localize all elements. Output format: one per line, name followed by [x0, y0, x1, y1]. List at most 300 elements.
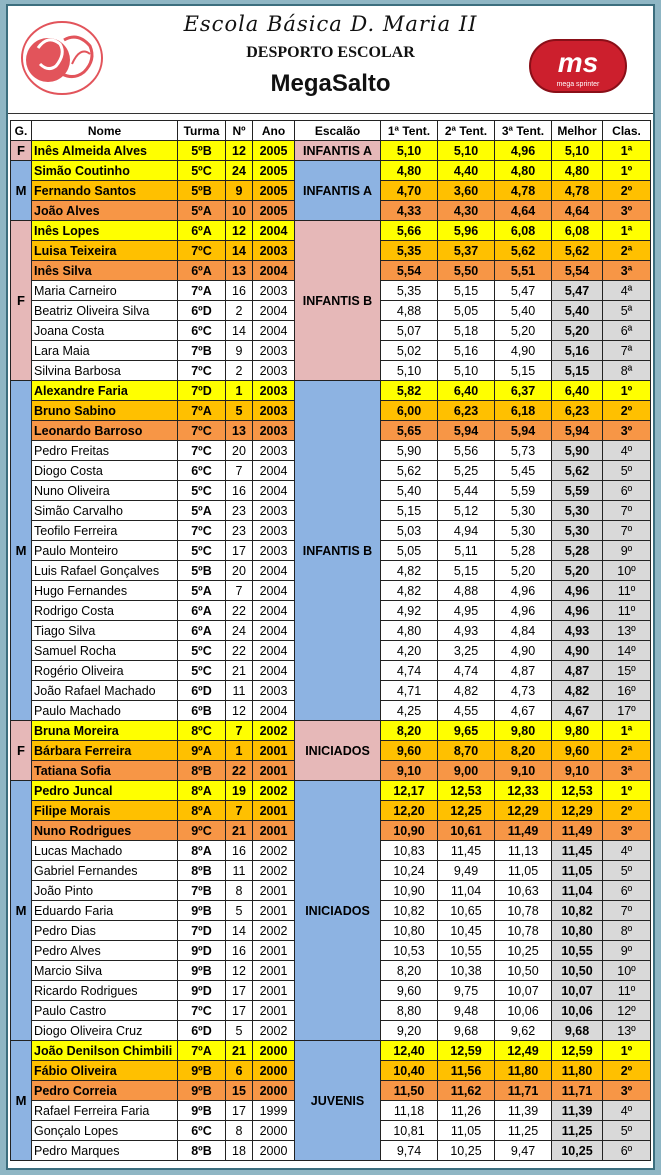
number-cell: 21 — [226, 821, 253, 841]
attempt-1-cell: 12,40 — [381, 1041, 438, 1061]
rank-cell: 5º — [603, 861, 651, 881]
attempt-3-cell: 5,30 — [495, 501, 552, 521]
year-cell: 2002 — [253, 721, 295, 741]
attempt-3-cell: 10,63 — [495, 881, 552, 901]
year-cell: 2001 — [253, 741, 295, 761]
best-cell: 12,29 — [552, 801, 603, 821]
athlete-name: Marcio Silva — [32, 961, 178, 981]
best-cell: 5,30 — [552, 501, 603, 521]
attempt-1-cell: 10,24 — [381, 861, 438, 881]
attempt-3-cell: 5,73 — [495, 441, 552, 461]
year-cell: 2003 — [253, 501, 295, 521]
year-cell: 2004 — [253, 601, 295, 621]
athlete-name: Alexandre Faria — [32, 381, 178, 401]
attempt-3-cell: 10,25 — [495, 941, 552, 961]
rank-cell: 8ª — [603, 361, 651, 381]
year-cell: 2003 — [253, 401, 295, 421]
attempt-3-cell: 4,67 — [495, 701, 552, 721]
attempt-3-cell: 10,50 — [495, 961, 552, 981]
athlete-name: Joana Costa — [32, 321, 178, 341]
athlete-name: Tatiana Sofia — [32, 761, 178, 781]
attempt-2-cell: 9,68 — [438, 1021, 495, 1041]
attempt-2-cell: 3,25 — [438, 641, 495, 661]
class-cell: 6ºD — [178, 681, 226, 701]
year-cell: 2002 — [253, 781, 295, 801]
attempt-1-cell: 5,35 — [381, 241, 438, 261]
attempt-1-cell: 8,20 — [381, 961, 438, 981]
best-cell: 11,04 — [552, 881, 603, 901]
number-cell: 7 — [226, 801, 253, 821]
number-cell: 23 — [226, 501, 253, 521]
attempt-3-cell: 4,87 — [495, 661, 552, 681]
class-cell: 8ºB — [178, 761, 226, 781]
class-cell: 6ºA — [178, 601, 226, 621]
best-cell: 6,40 — [552, 381, 603, 401]
attempt-1-cell: 10,83 — [381, 841, 438, 861]
rank-cell: 11º — [603, 601, 651, 621]
attempt-2-cell: 12,25 — [438, 801, 495, 821]
rank-cell: 4ª — [603, 281, 651, 301]
attempt-2-cell: 9,65 — [438, 721, 495, 741]
class-cell: 7ºD — [178, 381, 226, 401]
attempt-3-cell: 5,45 — [495, 461, 552, 481]
year-cell: 2001 — [253, 761, 295, 781]
year-cell: 2001 — [253, 901, 295, 921]
attempt-3-cell: 11,80 — [495, 1061, 552, 1081]
attempt-3-cell: 11,49 — [495, 821, 552, 841]
best-cell: 10,07 — [552, 981, 603, 1001]
attempt-1-cell: 11,50 — [381, 1081, 438, 1101]
attempt-3-cell: 12,29 — [495, 801, 552, 821]
attempt-1-cell: 10,90 — [381, 881, 438, 901]
athlete-name: Rodrigo Costa — [32, 601, 178, 621]
column-header-best: Melhor — [552, 121, 603, 141]
class-cell: 8ºA — [178, 801, 226, 821]
best-cell: 4,90 — [552, 641, 603, 661]
number-cell: 20 — [226, 441, 253, 461]
best-cell: 10,25 — [552, 1141, 603, 1161]
best-cell: 4,87 — [552, 661, 603, 681]
best-cell: 6,08 — [552, 221, 603, 241]
class-cell: 9ºD — [178, 981, 226, 1001]
number-cell: 7 — [226, 581, 253, 601]
best-cell: 11,80 — [552, 1061, 603, 1081]
year-cell: 2004 — [253, 581, 295, 601]
rank-cell: 5º — [603, 1121, 651, 1141]
number-cell: 13 — [226, 421, 253, 441]
year-cell: 2001 — [253, 981, 295, 1001]
rank-cell: 11º — [603, 581, 651, 601]
number-cell: 19 — [226, 781, 253, 801]
attempt-3-cell: 12,33 — [495, 781, 552, 801]
header — [8, 6, 653, 114]
attempt-1-cell: 10,81 — [381, 1121, 438, 1141]
best-cell: 11,05 — [552, 861, 603, 881]
attempt-1-cell: 10,90 — [381, 821, 438, 841]
number-cell: 10 — [226, 201, 253, 221]
year-cell: 2003 — [253, 421, 295, 441]
athlete-name: Inês Lopes — [32, 221, 178, 241]
best-cell: 6,23 — [552, 401, 603, 421]
attempt-2-cell: 11,05 — [438, 1121, 495, 1141]
table-row — [11, 1041, 651, 1061]
rank-cell: 3º — [603, 201, 651, 221]
rank-cell: 11º — [603, 981, 651, 1001]
attempt-3-cell: 8,20 — [495, 741, 552, 761]
attempt-3-cell: 5,59 — [495, 481, 552, 501]
year-cell: 2003 — [253, 341, 295, 361]
rank-cell: 3º — [603, 421, 651, 441]
column-header-name: Nome — [32, 121, 178, 141]
number-cell: 5 — [226, 901, 253, 921]
department-title: DESPORTO ESCOLAR — [246, 44, 415, 61]
year-cell: 1999 — [253, 1101, 295, 1121]
number-cell: 22 — [226, 641, 253, 661]
year-cell: 2004 — [253, 301, 295, 321]
attempt-2-cell: 6,40 — [438, 381, 495, 401]
best-cell: 5,20 — [552, 561, 603, 581]
year-cell: 2001 — [253, 881, 295, 901]
attempt-3-cell: 11,71 — [495, 1081, 552, 1101]
class-cell: 7ºC — [178, 521, 226, 541]
attempt-3-cell: 5,51 — [495, 261, 552, 281]
gender-cell: F — [11, 141, 32, 161]
attempt-1-cell: 4,71 — [381, 681, 438, 701]
class-cell: 9ºB — [178, 1061, 226, 1081]
attempt-1-cell: 5,66 — [381, 221, 438, 241]
athlete-name: Tiago Silva — [32, 621, 178, 641]
rank-cell: 4º — [603, 1101, 651, 1121]
athlete-name: Pedro Juncal — [32, 781, 178, 801]
year-cell: 2000 — [253, 1141, 295, 1161]
year-cell: 2005 — [253, 161, 295, 181]
attempt-2-cell: 5,11 — [438, 541, 495, 561]
year-cell: 2001 — [253, 801, 295, 821]
athlete-name: Pedro Alves — [32, 941, 178, 961]
athlete-name: João Alves — [32, 201, 178, 221]
class-cell: 5ºB — [178, 141, 226, 161]
number-cell: 11 — [226, 861, 253, 881]
best-cell: 5,16 — [552, 341, 603, 361]
rank-cell: 8º — [603, 921, 651, 941]
attempt-2-cell: 4,74 — [438, 661, 495, 681]
attempt-3-cell: 4,96 — [495, 581, 552, 601]
athlete-name: Bruno Sabino — [32, 401, 178, 421]
best-cell: 11,49 — [552, 821, 603, 841]
number-cell: 7 — [226, 721, 253, 741]
attempt-1-cell: 9,74 — [381, 1141, 438, 1161]
number-cell: 16 — [226, 481, 253, 501]
class-cell: 7ºD — [178, 921, 226, 941]
category-cell: INFANTIS A — [295, 161, 381, 221]
athlete-name: Paulo Castro — [32, 1001, 178, 1021]
rank-cell: 7º — [603, 501, 651, 521]
best-cell: 5,28 — [552, 541, 603, 561]
class-cell: 7ºA — [178, 281, 226, 301]
attempt-1-cell: 5,82 — [381, 381, 438, 401]
number-cell: 2 — [226, 301, 253, 321]
column-header-rank: Clas. — [603, 121, 651, 141]
number-cell: 15 — [226, 1081, 253, 1101]
attempt-1-cell: 4,80 — [381, 161, 438, 181]
best-cell: 5,10 — [552, 141, 603, 161]
number-cell: 6 — [226, 1061, 253, 1081]
athlete-name: Fábio Oliveira — [32, 1061, 178, 1081]
attempt-2-cell: 5,15 — [438, 561, 495, 581]
attempt-3-cell: 5,62 — [495, 241, 552, 261]
rank-cell: 4º — [603, 441, 651, 461]
attempt-2-cell: 12,59 — [438, 1041, 495, 1061]
attempt-2-cell: 4,93 — [438, 621, 495, 641]
best-cell: 5,94 — [552, 421, 603, 441]
class-cell: 5ºA — [178, 501, 226, 521]
number-cell: 16 — [226, 841, 253, 861]
attempt-2-cell: 9,75 — [438, 981, 495, 1001]
attempt-2-cell: 4,82 — [438, 681, 495, 701]
class-cell: 5ºB — [178, 181, 226, 201]
rank-cell: 17º — [603, 701, 651, 721]
number-cell: 9 — [226, 341, 253, 361]
attempt-1-cell: 5,90 — [381, 441, 438, 461]
rank-cell: 3º — [603, 821, 651, 841]
best-cell: 5,40 — [552, 301, 603, 321]
year-cell: 2004 — [253, 641, 295, 661]
attempt-3-cell: 6,08 — [495, 221, 552, 241]
number-cell: 14 — [226, 241, 253, 261]
best-cell: 11,39 — [552, 1101, 603, 1121]
year-cell: 2004 — [253, 321, 295, 341]
results-table — [10, 120, 651, 1161]
number-cell: 23 — [226, 521, 253, 541]
rank-cell: 10º — [603, 561, 651, 581]
rank-cell: 13º — [603, 621, 651, 641]
rank-cell: 12º — [603, 1001, 651, 1021]
rank-cell: 14º — [603, 641, 651, 661]
attempt-2-cell: 9,00 — [438, 761, 495, 781]
attempt-1-cell: 12,17 — [381, 781, 438, 801]
attempt-2-cell: 5,50 — [438, 261, 495, 281]
class-cell: 5ºC — [178, 481, 226, 501]
number-cell: 22 — [226, 761, 253, 781]
attempt-3-cell: 5,20 — [495, 561, 552, 581]
attempt-1-cell: 4,70 — [381, 181, 438, 201]
athlete-name: Gonçalo Lopes — [32, 1121, 178, 1141]
number-cell: 16 — [226, 281, 253, 301]
number-cell: 8 — [226, 1121, 253, 1141]
attempt-3-cell: 5,28 — [495, 541, 552, 561]
rank-cell: 2ª — [603, 241, 651, 261]
attempt-2-cell: 10,45 — [438, 921, 495, 941]
rank-cell: 10º — [603, 961, 651, 981]
table-row — [11, 781, 651, 801]
athlete-name: Nuno Oliveira — [32, 481, 178, 501]
class-cell: 9ºA — [178, 741, 226, 761]
attempt-3-cell: 10,06 — [495, 1001, 552, 1021]
attempt-3-cell: 5,94 — [495, 421, 552, 441]
attempt-2-cell: 9,49 — [438, 861, 495, 881]
number-cell: 8 — [226, 881, 253, 901]
attempt-3-cell: 9,10 — [495, 761, 552, 781]
athlete-name: Lara Maia — [32, 341, 178, 361]
gender-cell: F — [11, 221, 32, 381]
attempt-1-cell: 5,40 — [381, 481, 438, 501]
class-cell: 7ºB — [178, 341, 226, 361]
class-cell: 9ºC — [178, 821, 226, 841]
attempt-2-cell: 5,56 — [438, 441, 495, 461]
athlete-name: Maria Carneiro — [32, 281, 178, 301]
rank-cell: 2º — [603, 1061, 651, 1081]
athlete-name: Leonardo Barroso — [32, 421, 178, 441]
rank-cell: 6ª — [603, 321, 651, 341]
attempt-1-cell: 5,62 — [381, 461, 438, 481]
year-cell: 2003 — [253, 441, 295, 461]
attempt-3-cell: 4,64 — [495, 201, 552, 221]
year-cell: 2002 — [253, 921, 295, 941]
attempt-3-cell: 12,49 — [495, 1041, 552, 1061]
attempt-3-cell: 5,20 — [495, 321, 552, 341]
best-cell: 10,55 — [552, 941, 603, 961]
attempt-3-cell: 4,90 — [495, 341, 552, 361]
best-cell: 10,82 — [552, 901, 603, 921]
number-cell: 21 — [226, 1041, 253, 1061]
attempt-2-cell: 5,10 — [438, 361, 495, 381]
best-cell: 10,06 — [552, 1001, 603, 1021]
number-cell: 21 — [226, 661, 253, 681]
rank-cell: 2ª — [603, 741, 651, 761]
column-header-attempt-3: 3ª Tent. — [495, 121, 552, 141]
number-cell: 16 — [226, 941, 253, 961]
category-cell: INFANTIS B — [295, 381, 381, 721]
class-cell: 9ºD — [178, 941, 226, 961]
best-cell: 5,54 — [552, 261, 603, 281]
best-cell: 10,50 — [552, 961, 603, 981]
attempt-2-cell: 4,30 — [438, 201, 495, 221]
attempt-3-cell: 10,78 — [495, 921, 552, 941]
attempt-2-cell: 5,25 — [438, 461, 495, 481]
number-cell: 9 — [226, 181, 253, 201]
athlete-name: João Pinto — [32, 881, 178, 901]
number-cell: 12 — [226, 961, 253, 981]
number-cell: 22 — [226, 601, 253, 621]
number-cell: 5 — [226, 401, 253, 421]
category-cell: INICIADOS — [295, 721, 381, 781]
athlete-name: Samuel Rocha — [32, 641, 178, 661]
attempt-1-cell: 4,88 — [381, 301, 438, 321]
athlete-name: Pedro Freitas — [32, 441, 178, 461]
year-cell: 2001 — [253, 941, 295, 961]
class-cell: 6ºA — [178, 261, 226, 281]
athlete-name: Pedro Marques — [32, 1141, 178, 1161]
gender-cell: M — [11, 1041, 32, 1161]
class-cell: 5ºC — [178, 541, 226, 561]
attempt-1-cell: 5,05 — [381, 541, 438, 561]
best-cell: 5,90 — [552, 441, 603, 461]
megasprinter-logo — [528, 36, 628, 96]
attempt-1-cell: 5,54 — [381, 261, 438, 281]
attempt-3-cell: 4,90 — [495, 641, 552, 661]
rank-cell: 6º — [603, 481, 651, 501]
class-cell: 7ºC — [178, 361, 226, 381]
attempt-2-cell: 5,15 — [438, 281, 495, 301]
best-cell: 9,60 — [552, 741, 603, 761]
athlete-name: Eduardo Faria — [32, 901, 178, 921]
attempt-1-cell: 10,53 — [381, 941, 438, 961]
attempt-2-cell: 11,04 — [438, 881, 495, 901]
attempt-1-cell: 5,07 — [381, 321, 438, 341]
athlete-name: Silvina Barbosa — [32, 361, 178, 381]
attempt-2-cell: 11,56 — [438, 1061, 495, 1081]
athlete-name: Beatriz Oliveira Silva — [32, 301, 178, 321]
rank-cell: 7º — [603, 521, 651, 541]
header-row — [11, 121, 651, 141]
athlete-name: Bruna Moreira — [32, 721, 178, 741]
attempt-1-cell: 5,35 — [381, 281, 438, 301]
rank-cell: 1º — [603, 781, 651, 801]
attempt-2-cell: 8,70 — [438, 741, 495, 761]
attempt-2-cell: 4,55 — [438, 701, 495, 721]
attempt-3-cell: 4,80 — [495, 161, 552, 181]
attempt-3-cell: 4,96 — [495, 601, 552, 621]
rank-cell: 4º — [603, 841, 651, 861]
class-cell: 8ºB — [178, 861, 226, 881]
number-cell: 17 — [226, 1101, 253, 1121]
category-cell: INICIADOS — [295, 781, 381, 1041]
attempt-2-cell: 10,61 — [438, 821, 495, 841]
attempt-3-cell: 11,05 — [495, 861, 552, 881]
attempt-1-cell: 8,80 — [381, 1001, 438, 1021]
year-cell: 2003 — [253, 241, 295, 261]
attempt-2-cell: 4,88 — [438, 581, 495, 601]
svg-text:ms: ms — [557, 47, 599, 78]
attempt-2-cell: 11,26 — [438, 1101, 495, 1121]
athlete-name: João Denilson Chimbili — [32, 1041, 178, 1061]
table-row — [11, 381, 651, 401]
year-cell: 2004 — [253, 561, 295, 581]
class-cell: 5ºC — [178, 161, 226, 181]
attempt-3-cell: 4,73 — [495, 681, 552, 701]
rank-cell: 5º — [603, 461, 651, 481]
attempt-2-cell: 9,48 — [438, 1001, 495, 1021]
class-cell: 7ºA — [178, 401, 226, 421]
attempt-2-cell: 10,65 — [438, 901, 495, 921]
number-cell: 1 — [226, 741, 253, 761]
class-cell: 7ºC — [178, 1001, 226, 1021]
attempt-1-cell: 5,65 — [381, 421, 438, 441]
attempt-1-cell: 4,92 — [381, 601, 438, 621]
year-cell: 2002 — [253, 861, 295, 881]
rank-cell: 1º — [603, 1041, 651, 1061]
class-cell: 8ºB — [178, 1141, 226, 1161]
category-cell: JUVENIS — [295, 1041, 381, 1161]
category-cell: INFANTIS A — [295, 141, 381, 161]
year-cell: 2003 — [253, 541, 295, 561]
athlete-name: Hugo Fernandes — [32, 581, 178, 601]
athlete-name: Nuno Rodrigues — [32, 821, 178, 841]
year-cell: 2003 — [253, 521, 295, 541]
attempt-2-cell: 5,05 — [438, 301, 495, 321]
attempt-2-cell: 10,25 — [438, 1141, 495, 1161]
attempt-1-cell: 5,10 — [381, 141, 438, 161]
class-cell: 5ºC — [178, 661, 226, 681]
attempt-1-cell: 10,80 — [381, 921, 438, 941]
class-cell: 6ºC — [178, 1121, 226, 1141]
attempt-2-cell: 3,60 — [438, 181, 495, 201]
best-cell: 9,68 — [552, 1021, 603, 1041]
attempt-2-cell: 5,16 — [438, 341, 495, 361]
attempt-2-cell: 5,44 — [438, 481, 495, 501]
year-cell: 2000 — [253, 1041, 295, 1061]
best-cell: 4,82 — [552, 681, 603, 701]
